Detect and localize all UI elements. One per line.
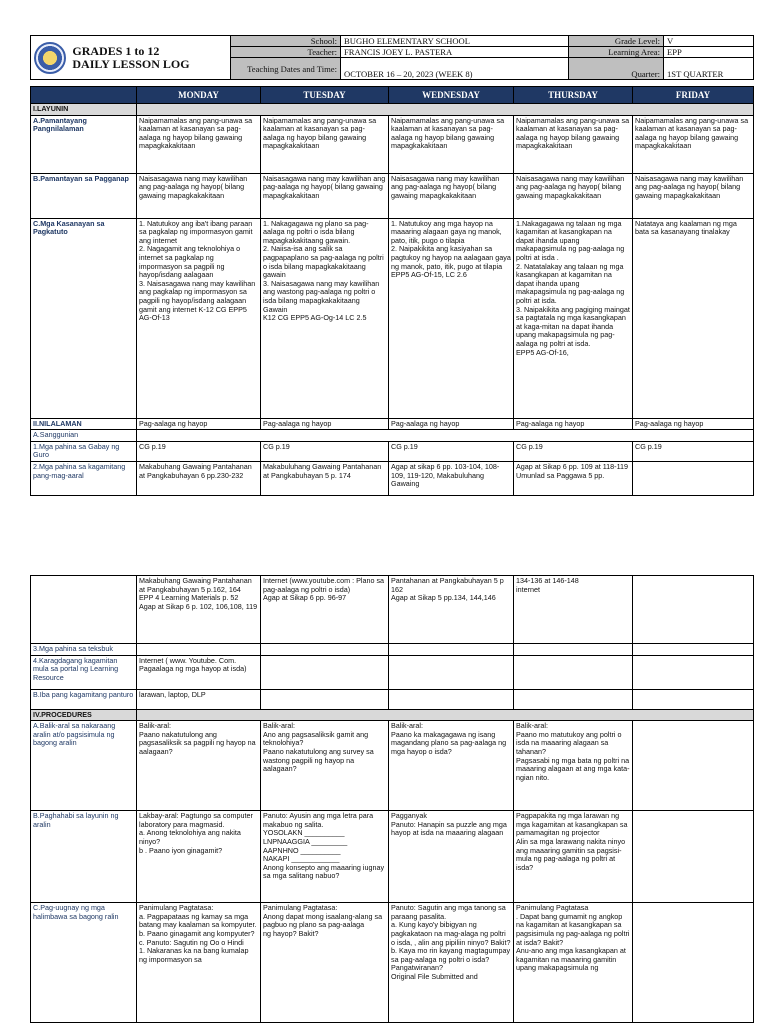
page-two xyxy=(30,575,753,1023)
grade-label: Grade Level: xyxy=(569,36,664,47)
teksbuk-mon xyxy=(137,644,261,656)
pagganap-mon: Naisasagawa nang may kawilihan ang pag-aalaga ng hayop( bilang gawaing mapagkakakitaan xyxy=(137,173,261,218)
grade-value: V xyxy=(664,36,754,47)
iba-row xyxy=(31,689,754,709)
pagugnay-fri xyxy=(633,903,754,1023)
nilalaman-row xyxy=(31,418,754,430)
procedures-row xyxy=(31,709,754,721)
area-value: EPP xyxy=(664,47,754,58)
pagugnay-label: C.Pag-uugnay ng mga halimbawa sa bagong ralin xyxy=(31,903,137,1023)
quarter-value: 1ST QUARTER xyxy=(664,58,754,80)
layunin-row xyxy=(31,104,754,116)
school-label: School: xyxy=(231,36,341,47)
gabay-label: 1.Mga pahina sa Gabay ng Guro xyxy=(31,441,137,461)
cont-thu: 134-136 at 146-148 internet xyxy=(514,576,633,644)
layunin-label: I.LAYUNIN xyxy=(31,104,137,116)
area-label: Learning Area: xyxy=(569,47,664,58)
deped-seal-icon xyxy=(34,42,66,74)
teksbuk-fri xyxy=(633,644,754,656)
kagamitan-label: 2.Mga pahina sa kagamitang pang-mag-aaral xyxy=(31,461,137,495)
day-friday: FRIDAY xyxy=(633,87,754,104)
procedures-blank xyxy=(137,709,754,721)
header-table xyxy=(30,35,754,80)
pagganap-wed: Naisasagawa nang may kawilihan ang pag-aalaga ng hayop( bilang gawaing mapagkakakitaan xyxy=(389,173,514,218)
pamantayang-wed: Naipamamalas ang pang-unawa sa kaalaman at kasanayan sa pag-aalaga ng hayop bilang gawaing mapagkakakitaan xyxy=(389,115,514,173)
lr-mon: Internet ( www. Youtube. Com. Pagaalaga ng mga hayop at isda) xyxy=(137,655,261,689)
gabay-fri: CG p.19 xyxy=(633,441,754,461)
kasanayan-fri: Natataya ang kaalaman ng mga bata sa kasanayang tinalakay xyxy=(633,218,754,418)
iba-fri xyxy=(633,689,754,709)
balik-wed: Balik-aral: Paano ka makagagawa ng isang magandang plano sa pag-aalaga ng mga hayop o isda? xyxy=(389,721,514,811)
dates-value: OCTOBER 16 – 20, 2023 (WEEK 8) xyxy=(341,58,569,80)
teksbuk-label: 3.Mga pahina sa teksbuk xyxy=(31,644,137,656)
cont-fri xyxy=(633,576,754,644)
kagamitan-row xyxy=(31,461,754,495)
iba-tue xyxy=(261,689,389,709)
iba-thu xyxy=(514,689,633,709)
kasanayan-tue: 1. Nakagagawa ng plano sa pag-aalaga ng poltri o isda bilang mapagkakakitaang gawain. 2. Naiisa-isa ang salik sa pagpapaplano sa pag-aalaga ng poltri o isda bilang mapagkakakitaang gawain 3. Naisasagawa nang may kawilihan ang wastong pag-aalaga ng poltri o isda bilang mapagkakakitaang Gawain K12 CG EPP5 AG-Og-14 LC 2.5 xyxy=(261,218,389,418)
cont-wed: Pantahanan at Pangkabuhayan 5 p 162 Agap at Sikap 5 pp.134, 144,146 xyxy=(389,576,514,644)
pagganap-thu: Naisasagawa nang may kawilihan ang pag-aalaga ng hayop( bilang gawaing mapagkakakitaan xyxy=(514,173,633,218)
teksbuk-thu xyxy=(514,644,633,656)
nilalaman-label: II.NILALAMAN xyxy=(31,418,137,430)
pagugnay-mon: Panimulang Pagtatasa: a. Pagpapataas ng kamay sa mga batang may kaalaman sa kompyuter. b. Paano ginagamit ang kompyuter? c. Panuto: Sagutin ng Oo o Hindi 1. Nakaranas ka na bang kumalap ng impormasyon sa xyxy=(137,903,261,1023)
pagganap-label: B.Pamantayan sa Pagganap xyxy=(31,173,137,218)
teacher-value: FRANCIS JOEY L. PASTERA xyxy=(341,47,569,58)
gabay-thu: CG p.19 xyxy=(514,441,633,461)
paghahabi-row xyxy=(31,811,754,903)
day-wednesday: WEDNESDAY xyxy=(389,87,514,104)
teksbuk-tue xyxy=(261,644,389,656)
paghahabi-mon: Lakbay-aral: Pagtungo sa computer laboratory para magmasid. a. Anong teknolohiya ang nakita ninyo? b . Paano iyon ginagamit? xyxy=(137,811,261,903)
iba-wed xyxy=(389,689,514,709)
gabay-tue: CG p.19 xyxy=(261,441,389,461)
kasanayan-mon: 1. Natutukoy ang iba't ibang paraan sa pagkalap ng impormasyon gamit ang internet 2. Nagagamit ang teknolohiya o internet sa pagkalap ng impormasyon sa pagpili ng hayop/isdang aalagaan 3. Naisasagawa nang may kawilihan ang pagkalap ng impormasyon sa pagpili ng hayop/isdang aalagaan gamit ang internet K-12 CG EPP5 AG-Of-13 xyxy=(137,218,261,418)
teacher-label: Teacher: xyxy=(231,47,341,58)
gabay-mon: CG p.19 xyxy=(137,441,261,461)
title-line-2: DAILY LESSON LOG xyxy=(72,56,190,71)
layunin-blank xyxy=(137,104,754,116)
kasanayan-label: C.Mga Kasanayan sa Pagkatuto xyxy=(31,218,137,418)
balik-thu: Balik-aral: Paano mo matutukoy ang poltri o isda na maaaring alagaan sa tahanan? Pagsasabi ng mga bata ng poltri na maaaring alagaan at ang mga kata-ngian nito. xyxy=(514,721,633,811)
paghahabi-thu: Pagpapakita ng mga larawan ng mga kagamitan at kasangkapan sa pamamagitan ng projector Alin sa mga larawang nakita ninyo ang maaaring gamitin sa pagsisi-mula ng pag-aalaga ng poltri at isda? xyxy=(514,811,633,903)
pamantayang-tue: Naipamamalas ang pang-unawa sa kaalaman at kasanayan sa pag-aalaga ng hayop bilang gawaing mapagkakakitaan xyxy=(261,115,389,173)
day-monday: MONDAY xyxy=(137,87,261,104)
lr-row xyxy=(31,655,754,689)
lesson-table-page-2 xyxy=(30,575,754,1023)
pagganap-tue: Naisasagawa nang may kawilihan ang pag-aalaga ng hayop( bilang gawaing mapagkakakitaan xyxy=(261,173,389,218)
cont-tue: Internet (www.youtube.com : Plano sa pag-aalaga ng poltri o isda) Agap at Sikap 6 pp. 96-97 xyxy=(261,576,389,644)
iba-mon: larawan, laptop, DLP xyxy=(137,689,261,709)
balik-mon: Balik-aral: Paano nakatutulong ang pagsasaliksik sa pagpili ng hayop na aalagaan? xyxy=(137,721,261,811)
paghahabi-fri xyxy=(633,811,754,903)
title-block xyxy=(31,36,231,80)
sanggunian-row xyxy=(31,430,754,442)
nilalaman-mon: Pag-aalaga ng hayop xyxy=(137,418,261,430)
kagamitan-fri xyxy=(633,461,754,495)
teksbuk-wed xyxy=(389,644,514,656)
quarter-label: Quarter: xyxy=(569,58,664,80)
nilalaman-tue: Pag-aalaga ng hayop xyxy=(261,418,389,430)
day-tuesday: TUESDAY xyxy=(261,87,389,104)
pamantayang-fri: Naipamamalas ang pang-unawa sa kaalaman at kasanayan sa pag-aalaga ng hayop bilang gawaing mapagkakakitaan xyxy=(633,115,754,173)
kasanayan-thu: 1.Nakagagawa ng talaan ng mga kagamitan at kasangkapan na dapat ihanda upang makapagsimula ng pag-aalaga ng poltri at isda . 2. Natatalakay ang talaan ng mga kasangkapan at kagamitan na dapat ihanda upang makapagsimula ng pag-aalaga ng poltri at isda. 3. Naipakikita ang pagiging maingat sa pagtatala ng mga kasangkapan at kaga-mitan na dapat ihanda upang makapagsimula ng pag-aalaga ng poltri at isda. EPP5 AG-Of-16, xyxy=(514,218,633,418)
lr-thu xyxy=(514,655,633,689)
kagamitan-mon: Makabuhang Gawaing Pantahanan at Pangkabuhayan 6 pp.230-232 xyxy=(137,461,261,495)
nilalaman-fri: Pag-aalaga ng hayop xyxy=(633,418,754,430)
kagamitan-thu: Agap at Sikap 6 pp. 109 at 118-119 Umunlad sa Paggawa 5 pp. xyxy=(514,461,633,495)
pagugnay-wed: Panuto: Sagutin ang mga tanong sa paraang pasalita. a. Kung kayo'y bibigyan ng pagkakataon na mag-alaga ng poltri o isda, , alin ang pipiliin ninyo? Bakit? b. Kaya mo rin kayang magtagumpay sa pag-aalaga ng poltri o isda? Pangatwiranan? Original File Submitted and xyxy=(389,903,514,1023)
pagugnay-row xyxy=(31,903,754,1023)
lr-tue xyxy=(261,655,389,689)
iba-label: B.Iba pang kagamitang panturo xyxy=(31,689,137,709)
day-thursday: THURSDAY xyxy=(514,87,633,104)
pagganap-fri: Naisasagawa nang may kawilihan ang pag-aalaga ng hayop( bilang gawaing mapagkakakitaan xyxy=(633,173,754,218)
continued-blank xyxy=(31,576,137,644)
pamantayang-thu: Naipamamalas ang pang-unawa sa kaalaman at kasanayan sa pag-aalaga ng hayop bilang gawaing mapagkakakitaan xyxy=(514,115,633,173)
kagamitan-tue: Makabuluhang Gawaing Pantahanan at Pangkabuhayan 5 p. 174 xyxy=(261,461,389,495)
teksbuk-row xyxy=(31,644,754,656)
kasanayan-wed: 1. Natutukoy ang mga hayop na maaaring alagaan gaya ng manok, pato, itik, pugo o tilapia 2. Naipakikita ang kasiyahan sa pagtukoy ng hayop na aalagaan gaya ng manok, pato, itik, pugo at tilapia EPP5 AG-Of-15, LC 2.6 xyxy=(389,218,514,418)
procedures-label: IV.PROCEDURES xyxy=(31,709,137,721)
balik-tue: Balik-aral: Ano ang pagsasaliksik gamit ang teknolohiya? Paano nakatutulong ang survey sa wastong pagpili ng hayop na aalagaan? xyxy=(261,721,389,811)
lr-label: 4.Karagdagang kagamitan mula sa portal ng Learning Resource xyxy=(31,655,137,689)
pamantayang-label: A.Pamantayang Pangnilalaman xyxy=(31,115,137,173)
day-header-row xyxy=(31,87,754,104)
sanggunian-blank xyxy=(137,430,754,442)
lr-wed xyxy=(389,655,514,689)
cont-mon: Makabuhang Gawaing Pantahanan at Pangkabuhayan 5 p.162, 164 EPP 4 Learning Materials p. 52 Agap at Sikap 6 p. 102, 106,108, 119 xyxy=(137,576,261,644)
sanggunian-label: A.Sanggunian xyxy=(31,430,137,442)
pagugnay-tue: Panimulang Pagtatasa: Anong dapat mong isaalang-alang sa pagbuo ng plano sa pag-aalaga ng hayop? Bakit? xyxy=(261,903,389,1023)
blank-header-cell xyxy=(31,87,137,104)
balik-row xyxy=(31,721,754,811)
lesson-table-page-1 xyxy=(30,86,754,496)
continued-row xyxy=(31,576,754,644)
balik-label: A.Balik-aral sa nakaraang aralin at/o pagsisimula ng bagong aralin xyxy=(31,721,137,811)
pamantayang-row xyxy=(31,115,754,173)
title-line-1: GRADES 1 to 12 xyxy=(72,43,160,58)
nilalaman-wed: Pag-aalaga ng hayop xyxy=(389,418,514,430)
gabay-wed: CG p.19 xyxy=(389,441,514,461)
page-one xyxy=(30,35,753,496)
lr-fri xyxy=(633,655,754,689)
nilalaman-thu: Pag-aalaga ng hayop xyxy=(514,418,633,430)
paghahabi-wed: Pagganyak Panuto: Hanapin sa puzzle ang mga hayop at isda na maaaring alagaan xyxy=(389,811,514,903)
paghahabi-tue: Panuto: Ayusin ang mga letra para makabuo ng salita. YOSOLAKN __________ LNPNAAGGIA _________ AAPNHNO __________ NAKAPI ____________ Anong konsepto ang maaaring iugnay sa mga salitang nabuo? xyxy=(261,811,389,903)
school-value: BUGHO ELEMENTARY SCHOOL xyxy=(341,36,569,47)
kasanayan-row xyxy=(31,218,754,418)
paghahabi-label: B.Paghahabi sa layunin ng aralin xyxy=(31,811,137,903)
pagganap-row xyxy=(31,173,754,218)
dates-label: Teaching Dates and Time: xyxy=(231,58,341,80)
pagugnay-thu: Panimulang Pagtatasa . Dapat bang gumamit ng angkop na kagamitan at kasangkapan sa pagsisimula ng pag-aalaga ng poltri at isda? Bakit? Anu-ano ang mga kasangkapan at kagamitan na maaaring gamitin upang makapagsimula ng xyxy=(514,903,633,1023)
balik-fri xyxy=(633,721,754,811)
kagamitan-wed: Agap at sikap 6 pp. 103-104, 108-109, 119-120, Makabuluhang Gawaing xyxy=(389,461,514,495)
gabay-row xyxy=(31,441,754,461)
pamantayang-mon: Naipamamalas ang pang-unawa sa kaalaman at kasanayan sa pag-aalaga ng hayop bilang gawaing mapagkakakitaan xyxy=(137,115,261,173)
